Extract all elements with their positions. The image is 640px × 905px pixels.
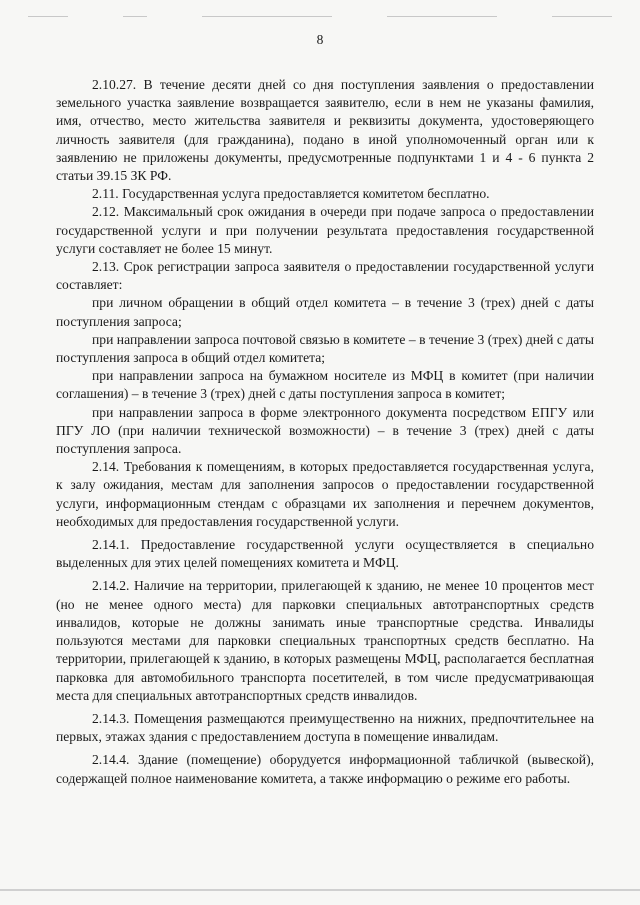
paragraph-2-11: 2.11. Государственная услуга предоставляется комитетом бесплатно. — [92, 186, 490, 202]
scan-artifact-top — [0, 14, 640, 18]
page-number: 8 — [316, 32, 324, 47]
paragraph-2-13-electronic: при направлении запроса в форме электронного документа посредством ЕПГУ или ПГУ ЛО (при наличии технической возможности) – в течение 3 (трех) дней с даты поступления запроса. — [56, 404, 594, 457]
paragraph-2-14-4: 2.14.4. Здание (помещение) оборудуется информационной табличкой (вывеской), содержащей полное наименование комитета, а также информацию о режиме его работы. — [56, 752, 594, 786]
paragraph-2-13-mfc: при направлении запроса на бумажном носителе из МФЦ в комитет (при наличии соглашения) – в течение 3 (трех) дней с даты поступления запроса в комитет; — [56, 368, 594, 402]
paragraph-2-14-2: 2.14.2. Наличие на территории, прилегающей к зданию, не менее 10 процентов мест (но не менее одного места) для парковки специальных автотранспортных средств инвалидов, которые не должны занимать иные транспортные средства. Инвалиды пользуются местами для парковки специальных транспортных средств бесплатно. На территории, прилегающей к зданию, в которых размещены МФЦ, располагается бесплатная парковка для автомобильного транспорта посетителей, в том числе предусматривающая места для специальных автотранспортных средств инвалидов. — [56, 578, 594, 703]
paragraph-2-12: 2.12. Максимальный срок ожидания в очереди при подаче запроса о предоставлении государственной услуги и при получении результата предоставления государственной услуги составляет не более 15 минут. — [56, 204, 594, 256]
paragraph-2-13-postal: при направлении запроса почтовой связью в комитете – в течение 3 (трех) дней с даты поступления запроса в общий отдел комитета; — [56, 331, 594, 366]
paragraph-2-14-1: 2.14.1. Предоставление государственной услуги осуществляется в специально выделенных для этих целей помещениях комитета и МФЦ. — [56, 537, 594, 571]
paragraph-2-13: 2.13. Срок регистрации запроса заявителя о предоставлении государственной услуги составляет: — [56, 259, 594, 293]
scan-artifact-bottom — [0, 889, 640, 891]
paragraph-2-10-27: 2.10.27. В течение десяти дней со дня поступления заявления о предоставлении земельного участка заявление возвращается заявителю, если в нем не указаны фамилия, имя, отчество, место жительства заявителя и реквизиты документа, удостоверяющего личность заявителя (для гражданина), подано в иной уполномоченный орган или к заявлению не приложены документы, предусмотренные подпунктами 1 и 4 - 6 пункта 2 статьи 39.15 ЗК РФ. — [56, 77, 594, 184]
paragraph-2-14: 2.14. Требования к помещениям, в которых предоставляется государственная услуга, к залу ожидания, местам для заполнения запросов о предоставлении государственной услуги, информационным стендам с образцами их заполнения и перечнем документов, необходимых для предоставления государственной услуги. — [56, 459, 594, 529]
paragraph-2-14-3: 2.14.3. Помещения размещаются преимущественно на нижних, предпочтительнее на первых, этажах здания с предоставлением доступа в помещение инвалидам. — [56, 710, 594, 745]
document-body — [56, 76, 594, 788]
paragraph-2-13-personal: при личном обращении в общий отдел комитета – в течение 3 (трех) дней с даты поступления запроса; — [56, 295, 594, 329]
